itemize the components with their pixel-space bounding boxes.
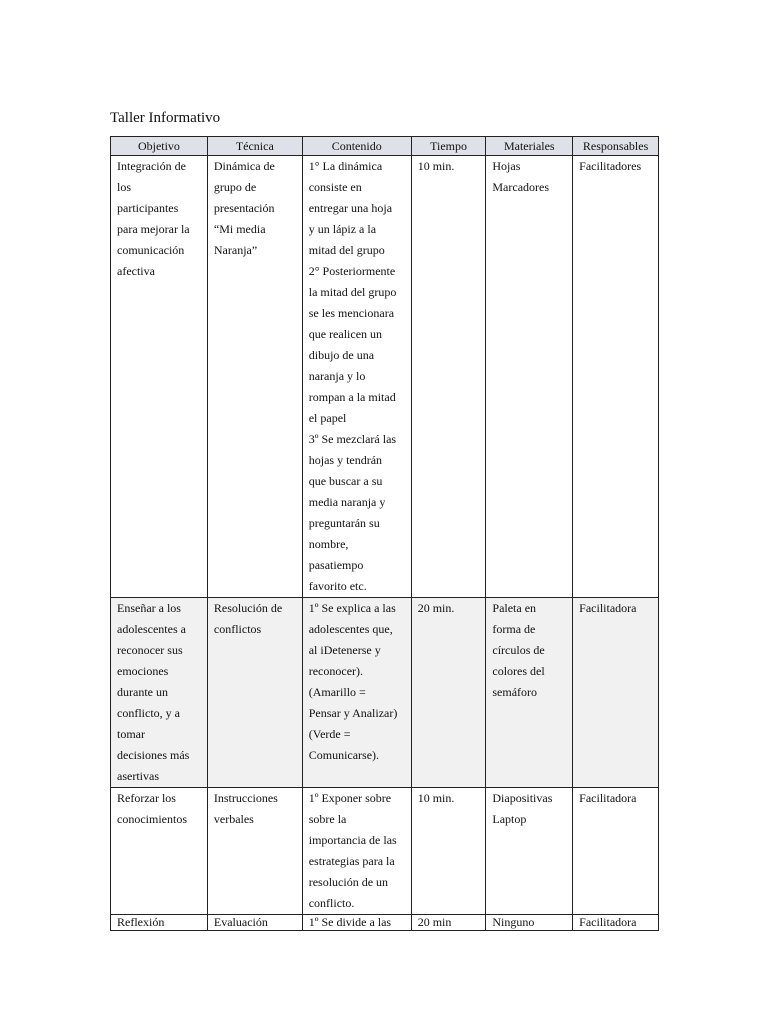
cell-contenido	[302, 156, 411, 598]
cell-line: 20 min	[417, 915, 452, 929]
cell-line: reconocer sus	[117, 643, 183, 657]
cell-line: el papel	[308, 411, 347, 425]
cell-line: adolescentes a	[117, 622, 186, 636]
header-materiales: Materiales	[486, 137, 573, 156]
cell-line: mitad del grupo	[308, 243, 385, 257]
cell-line: 10 min.	[417, 791, 455, 805]
header-responsables: Responsables	[573, 137, 659, 156]
cell-line: Hojas	[492, 159, 521, 173]
cell-line: tomar	[117, 727, 145, 741]
cell-line: 3º Se mezclará las	[308, 432, 397, 446]
cell-line: y un lápiz a la	[308, 222, 377, 236]
cell-line: semáforo	[492, 685, 538, 699]
cell-line: dibujo de una	[308, 348, 375, 362]
cell-line: pasatiempo	[308, 558, 364, 572]
cell-line: comunicación	[117, 243, 185, 257]
cell-line: para mejorar la	[117, 222, 190, 236]
cell-contenido	[302, 598, 411, 788]
cell-line: decisiones más	[117, 748, 190, 762]
cell-line: conflictos	[213, 622, 262, 636]
cell-tiempo	[411, 156, 486, 598]
cell-line: Instrucciones	[213, 791, 278, 805]
cell-materiales	[486, 156, 573, 598]
cell-line: círculos de	[492, 643, 545, 657]
document-title: Taller Informativo	[110, 110, 221, 126]
cell-line: presentación	[213, 201, 275, 215]
cell-line: entregar una hoja	[308, 201, 393, 215]
cell-line: Facilitadores	[579, 159, 642, 173]
cell-line: rompan a la mitad	[308, 390, 396, 404]
cell-line: Marcadores	[492, 180, 550, 194]
header-contenido: Contenido	[302, 137, 411, 156]
table-header-row	[111, 137, 659, 156]
table-row	[111, 156, 659, 598]
cell-line: Enseñar a los	[117, 601, 181, 615]
cell-line: reconocer).	[308, 664, 364, 678]
cell-responsables	[573, 788, 659, 915]
cell-line: Facilitadora	[579, 791, 637, 805]
header-objetivo: Objetivo	[111, 137, 208, 156]
cell-line: Dinámica de	[213, 159, 275, 173]
cell-line: Reforzar los	[117, 791, 176, 805]
cell-line: favorito etc.	[308, 579, 367, 593]
cell-line: Resolución de	[213, 601, 283, 615]
cell-line: importancia de las	[308, 833, 397, 847]
cell-responsables	[573, 598, 659, 788]
cell-responsables	[573, 156, 659, 598]
cell-line: estrategias para la	[308, 854, 395, 868]
cell-line: al iDetenerse y	[308, 643, 381, 657]
cell-materiales	[486, 788, 573, 915]
cell-objetivo	[111, 915, 208, 931]
cell-line: Diapositivas	[492, 791, 553, 805]
cell-line: 1º Exponer sobre	[308, 791, 392, 805]
cell-line: Pensar y Analizar)	[308, 706, 398, 720]
cell-line: Comunicarse).	[308, 748, 380, 762]
cell-line: 1º Se divide a las	[308, 915, 392, 929]
cell-line: que buscar a su	[308, 474, 383, 488]
cell-line: Paleta en	[492, 601, 537, 615]
activity-table	[110, 136, 659, 931]
cell-line: Naranja”	[213, 243, 258, 257]
cell-line: media naranja y	[308, 495, 386, 509]
header-tiempo: Tiempo	[411, 137, 486, 156]
cell-line: preguntarán su	[308, 516, 380, 530]
cell-line: 20 min.	[417, 601, 455, 615]
cell-line: que realicen un	[308, 327, 383, 341]
cell-contenido	[302, 915, 411, 931]
cell-line: Facilitadora	[579, 915, 637, 929]
cell-contenido	[302, 788, 411, 915]
header-tecnica: Técnica	[207, 137, 302, 156]
cell-line: la mitad del grupo	[308, 285, 397, 299]
cell-line: participantes	[117, 201, 179, 215]
cell-line: Reflexión	[117, 915, 165, 929]
cell-line: asertivas	[117, 769, 159, 783]
cell-objetivo	[111, 788, 208, 915]
cell-tecnica	[207, 915, 302, 931]
cell-tecnica	[207, 788, 302, 915]
cell-line: colores del	[492, 664, 545, 678]
cell-line: conflicto.	[308, 896, 355, 910]
cell-tecnica	[207, 598, 302, 788]
cell-line: conocimientos	[117, 812, 187, 826]
cell-materiales	[486, 915, 573, 931]
cell-line: adolescentes que,	[308, 622, 393, 636]
cell-line: los	[117, 180, 132, 194]
cell-line: sobre la	[308, 812, 347, 826]
cell-line: nombre,	[308, 537, 349, 551]
cell-line: naranja y lo	[308, 369, 366, 383]
cell-line: grupo de	[213, 180, 257, 194]
cell-line: 1° La dinámica	[308, 159, 383, 173]
cell-tiempo	[411, 915, 486, 931]
cell-responsables	[573, 915, 659, 931]
cell-line: 10 min.	[417, 159, 455, 173]
cell-materiales	[486, 598, 573, 788]
cell-tiempo	[411, 788, 486, 915]
cell-line: “Mi media	[213, 222, 266, 236]
table-row	[111, 788, 659, 915]
cell-line: conflicto, y a	[117, 706, 180, 720]
cell-line: 1º Se explica a las	[308, 601, 396, 615]
cell-line: forma de	[492, 622, 536, 636]
cell-objetivo	[111, 598, 208, 788]
cell-line: consiste en	[308, 180, 362, 194]
cell-line: verbales	[213, 812, 254, 826]
cell-line: (Verde =	[308, 727, 351, 741]
cell-line: (Amarillo =	[308, 685, 366, 699]
table-row	[111, 915, 659, 931]
cell-line: resolución de un	[308, 875, 389, 889]
cell-objetivo	[111, 156, 208, 598]
cell-line: se les mencionara	[308, 306, 395, 320]
cell-line: emociones	[117, 664, 169, 678]
cell-line: Facilitadora	[579, 601, 637, 615]
cell-line: durante un	[117, 685, 168, 699]
cell-line: hojas y tendrán	[308, 453, 383, 467]
cell-line: 2° Posteriormente	[308, 264, 396, 278]
cell-line: Ninguno	[492, 915, 535, 929]
cell-tiempo	[411, 598, 486, 788]
cell-line: Integración de	[117, 159, 186, 173]
cell-line: Laptop	[492, 812, 527, 826]
cell-line: Evaluación	[213, 915, 268, 929]
cell-tecnica	[207, 156, 302, 598]
cell-line: afectiva	[117, 264, 155, 278]
table-row	[111, 598, 659, 788]
